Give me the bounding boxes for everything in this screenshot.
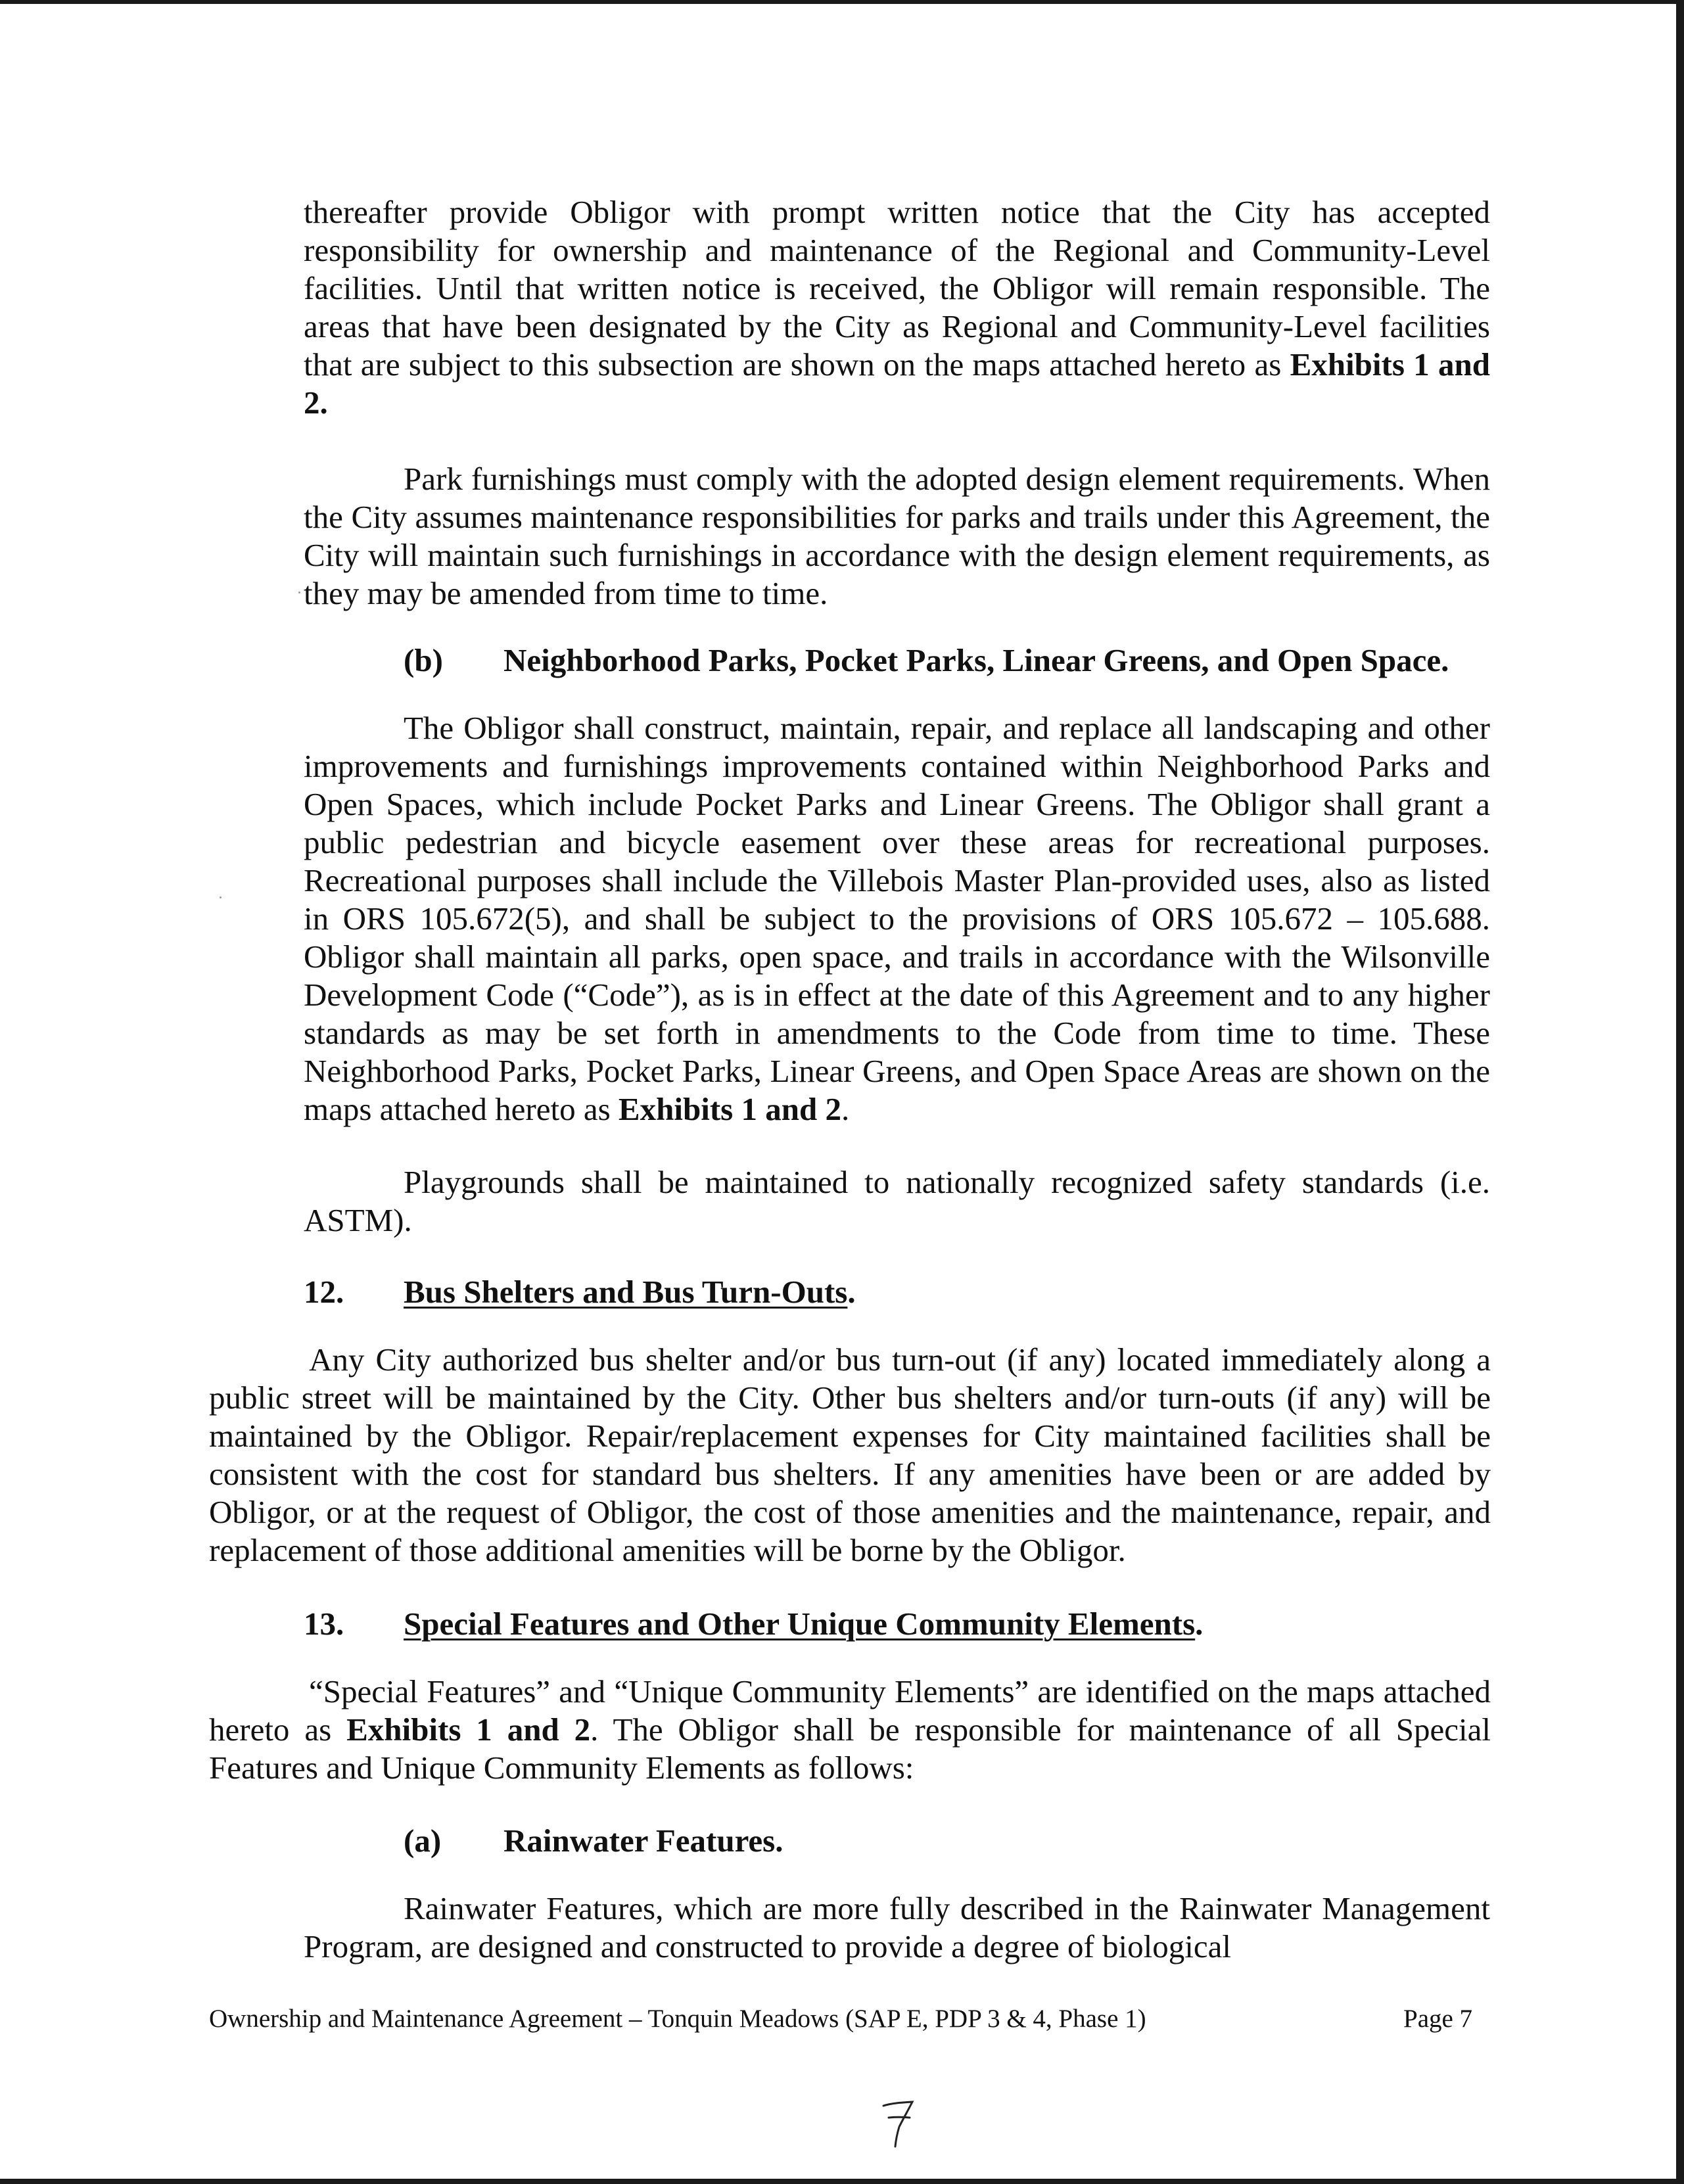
paragraph-text: “Special Features” and “Unique Community Elements” are identified on the maps attached hereto as	[209, 1673, 1491, 1748]
paragraph-end: .	[841, 1091, 850, 1127]
paragraph-regional-facilities	[304, 193, 1490, 422]
subsection-number: (b)	[404, 642, 443, 678]
section-number: 12.	[304, 1274, 344, 1310]
subsection-title: Rainwater Features.	[503, 1823, 784, 1859]
scan-speck	[220, 896, 222, 898]
section-heading-13	[304, 1605, 1203, 1643]
paragraph-rainwater-features: Rainwater Features, which are more fully described in the Rainwater Management Program, are designed and constructed to provide a degree of biological	[304, 1890, 1490, 1964]
paragraph-park-furnishings: Park furnishings must comply with the adopted design element requirements. When the City assumes maintenance responsibilities for parks and trails under this Agreement, the City will maintain such furnishings in accordance with the design element requirements, as they may be amended from time to time.	[304, 461, 1490, 611]
scan-speck	[298, 592, 300, 593]
paragraph-text: thereafter provide Obligor with prompt written notice that the City has accepted responsibility for ownership and maintenance of the Regional and Community-Level facilities. Until that written notice is received, the Obligor will remain responsible. The areas that have been designated by the City as Regional and Community-Level facilities that are subject to this subsection are shown on the maps attached hereto as	[304, 194, 1490, 383]
scan-border-right	[1676, 0, 1684, 2184]
paragraph-end: .	[319, 384, 328, 421]
subsection-number: (a)	[404, 1823, 442, 1859]
exhibit-reference: Exhibits 1 and 2	[346, 1711, 591, 1748]
paragraph-text: The Obligor shall construct, maintain, repair, and replace all landscaping and other improvements and furnishings improvements contained within Neighborhood Parks and Open Spaces, which include Pocket Parks and Linear Greens. The Obligor shall grant a public pedestrian and bicycle easement over these areas for recreational purposes. Recreational purposes shall include the Villebois Master Plan-provided uses, also as listed in ORS 105.672(5), and shall be subject to the provisions of ORS 105.672 – 105.688. Obligor shall maintain all parks, open space, and trails in accordance with the Wilsonville Development Code (“Code”), as is in effect at the date of this Agreement and to any higher standards as may be set forth in amendments to the Code from time to time. These Neighborhood Parks, Pocket Parks, Linear Greens, and Open Space Areas are shown on the maps attached hereto as	[304, 710, 1490, 1127]
paragraph-playgrounds: Playgrounds shall be maintained to nationally recognized safety standards (i.e. ASTM).	[304, 1164, 1490, 1238]
paragraph-bus-shelters: Any City authorized bus shelter and/or bus turn-out (if any) located immediately along a public street will be maintained by the City. Other bus shelters and/or turn-outs (if any) will be maintained by the Obligor. Repair/replacement expenses for City maintained facilities shall be consistent with the cost for standard bus shelters. If any amenities have been or are added by Obligor, or at the request of Obligor, the cost of those amenities and the maintenance, repair, and replacement of those additional amenities will be borne by the Obligor.	[209, 1341, 1491, 1568]
section-heading-12	[304, 1273, 856, 1311]
exhibit-reference: Exhibits 1 and 2	[618, 1091, 841, 1127]
paragraph-neighborhood-parks	[304, 709, 1490, 1128]
exhibit-reference: Exhibits 1 and 2	[304, 346, 1490, 421]
scan-border-top	[0, 0, 1684, 4]
footer-page-number: Page 7	[1403, 2005, 1473, 2033]
section-title: Special Features and Other Unique Community Elements	[404, 1606, 1196, 1642]
subsection-heading-b	[404, 641, 1449, 680]
section-title-end: .	[847, 1274, 856, 1310]
paragraph-text-end: . The Obligor shall be responsible for maintenance of all Special Features and Unique Community Elements as follows:	[209, 1711, 1491, 1786]
subsection-heading-a	[404, 1822, 784, 1860]
scan-border-bottom	[0, 2179, 1684, 2184]
section-title: Bus Shelters and Bus Turn-Outs	[404, 1274, 848, 1310]
section-title-end: .	[1195, 1606, 1204, 1642]
section-number: 13.	[304, 1606, 344, 1642]
paragraph-special-features	[209, 1673, 1491, 1787]
footer-document-title: Ownership and Maintenance Agreement – Tonquin Meadows (SAP E, PDP 3 & 4, Phase 1)	[209, 2005, 1146, 2033]
handwritten-page-mark	[879, 2097, 919, 2149]
subsection-title: Neighborhood Parks, Pocket Parks, Linear Greens, and Open Space.	[503, 642, 1449, 678]
